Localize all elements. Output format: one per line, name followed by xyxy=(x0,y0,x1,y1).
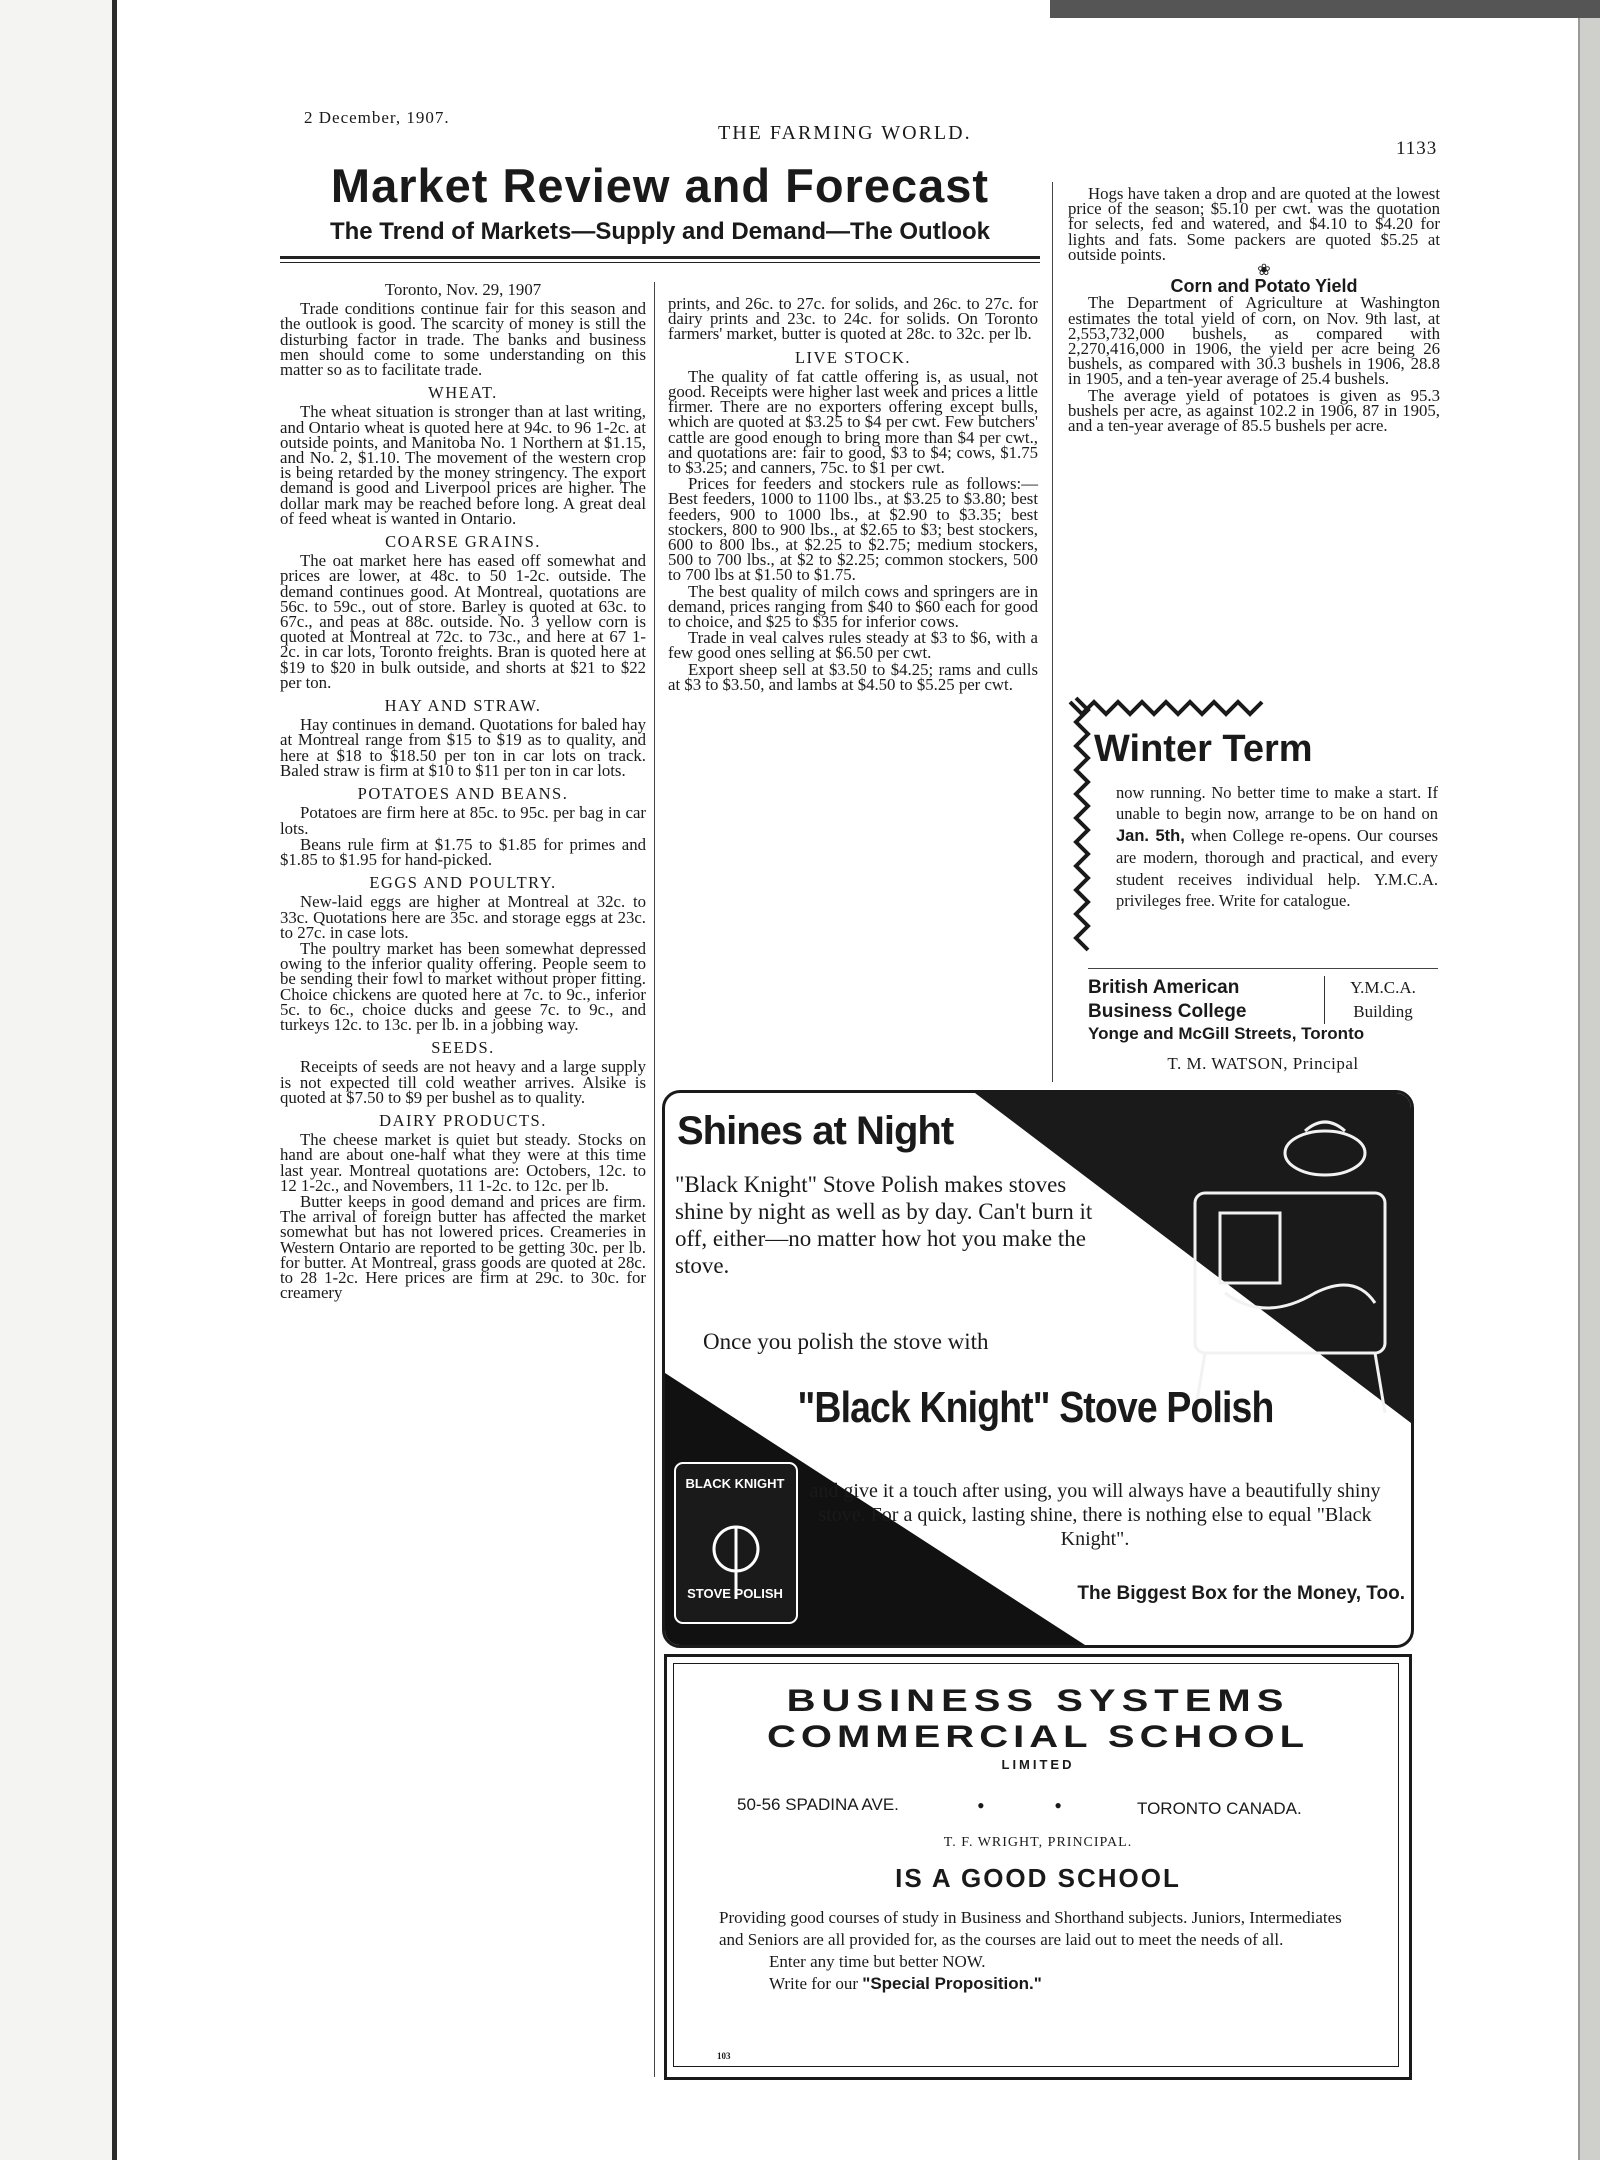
paragraph-hogs: Hogs have taken a drop and are quoted at the lowest price of the season; $5.10 per cwt. was the quotation for selects, fed and watered, and $4.10 to $4.20 for lights and fats. Some packers are quoted $5.25 at outside points. xyxy=(1068,184,1440,264)
title-rule-thin xyxy=(280,262,1040,263)
dateline: Toronto, Nov. 29, 1907 xyxy=(384,280,542,299)
paragraph-cattle: The quality of fat cattle offering is, as usual, not good. Receipts were higher last week and prices a little firmer. There are no exporters offering except bulls, which are quoted at $3.25 to $4 per cwt. Few butchers' cattle are good enough to bring more than $4 per cwt., and quotations are: fair to good, $3 to $4; cows, $1.75 to $3.25; and canners, 75c. to $1 per cwt. xyxy=(668,366,1038,478)
section-heading: HAY AND STRAW. xyxy=(384,696,542,716)
school-name-line1: BUSINESS SYSTEMS xyxy=(786,1683,1290,1719)
school-body-3 xyxy=(719,1973,1359,1995)
paragraph-grains: The oat market here has eased off somewhat and prices are lower, at 48c. to 50 1-2c. outside. The demand continues good. At Montreal, quotations are 56c. to 59c., out of store. Barley is quoted at 63c. to 67c., and peas at 88c. outside. No. 3 yellow corn is quoted at Montreal at 72c. to 73c., and here at 67 1-2c. in car lots, Toronto freights. Bran is quoted here at $19 to $20 in bulk outside, and shorts at $21 to $22 per ton. xyxy=(280,551,646,692)
paragraph-intro: Trade conditions continue fair for this season and the outlook is good. The scarcity of money is still the disturbing factor in trade. The banks and business men should come to some understanding on this matter so as to facilitate trade. xyxy=(280,299,646,380)
paragraph-eggs: New-laid eggs are higher at Montreal at 32c. to 33c. Quotations here are 35c. and storage eggs at 23c. to 27c. in case lots. xyxy=(280,892,646,942)
paragraph-sheep: Export sheep sell at $3.50 to $4.25; rams and culls at $3 to $3.50, and lambs at $4.50 to $5.25 per cwt. xyxy=(668,659,1038,694)
school-body-2: Enter any time but better NOW. xyxy=(769,1952,986,1971)
paragraph-feeders: Prices for feeders and stockers rule as follows:—Best feeders, 1000 to 1100 lbs., at $3.25 to $3.80; best feeders, 900 to 1000 lbs., at $2.90 to $3.35; best stockers, 800 to 900 lbs., at $2.65 to $3; best stockers, 600 to 800 lbs., at $2.25 to $2.75; medium stockers, 500 to 700 lbs., at $2 to $2.25; common stockers, 500 to 700 lbs at $1.50 to $1.75. xyxy=(668,474,1038,585)
article-column-1 xyxy=(280,282,646,1301)
college-building xyxy=(1324,976,1433,1024)
section-heading: POTATOES AND BEANS. xyxy=(357,784,569,804)
title-rule xyxy=(280,256,1040,259)
college-name-line2: Business College xyxy=(1088,1001,1247,1022)
section-heading: EGGS AND POULTRY. xyxy=(369,873,557,893)
flower-ornament-icon: ❀ xyxy=(1257,262,1271,280)
college-address: Yonge and McGill Streets, Toronto xyxy=(1088,1024,1365,1043)
polish-body: "Black Knight" Stove Polish makes stoves shine by night as well as by day. Can't burn it off, either—no matter how hot you make the stove. xyxy=(675,1172,1093,1278)
special-proposition: "Special Proposition." xyxy=(862,1974,1042,1993)
section-heading: LIVE STOCK. xyxy=(794,347,912,367)
ad-rule xyxy=(1088,968,1438,969)
corn-heading: Corn and Potato Yield xyxy=(1170,276,1358,297)
can-label xyxy=(685,1477,785,1601)
school-slogan: IS A GOOD SCHOOL xyxy=(895,1863,1181,1893)
page-number: 1133 xyxy=(1396,138,1438,159)
top-scan-shadow xyxy=(1050,0,1600,18)
paragraph-potato-yield: The average yield of potatoes is given as 95.3 bushels per acre, as against 102.2 in 1906, 87 in 1905, and a ten-year average of 85.5 bushels per acre. xyxy=(1068,385,1440,436)
polish-can-icon xyxy=(671,1459,801,1627)
stove-polish-ad xyxy=(662,1090,1414,1648)
school-body-1: Providing good courses of study in Business and Shorthand subjects. Juniors, Intermediates and Seniors are all provided for, as the courses are laid out to meet the needs of all. xyxy=(719,1908,1342,1949)
paragraph-seeds: Receipts of seeds are not heavy and a large supply is not expected till cold weather arrives. Alsike is quoted at $7.50 to $9 per bushel as to quality. xyxy=(280,1057,646,1107)
article-subtitle: The Trend of Markets—Supply and Demand—The Outlook xyxy=(329,218,991,245)
school-body-3a: Write for our xyxy=(769,1974,859,1993)
polish-brand: "Black Knight" Stove Polish xyxy=(797,1383,1274,1432)
section-heading: COARSE GRAINS. xyxy=(385,532,541,552)
college-name xyxy=(1088,976,1308,1024)
reopen-date: Jan. 5th, xyxy=(1116,826,1185,845)
left-page-edge xyxy=(0,0,117,2160)
paragraph-corn: The Department of Agriculture at Washington estimates the total yield of corn, on Nov. 9th last, at 2,553,732,000 bushels, as compared with 2,270,416,000 in 1906, the yield per acre being 26 bushels, as compared with 30.3 bushels in 1906, 28.8 in 1905, and a ten-year average of 25.4 bushels. xyxy=(1068,293,1440,389)
polish-tagline: The Biggest Box for the Money, Too. xyxy=(1077,1583,1405,1604)
paragraph-beans: Beans rule firm at $1.75 to $1.85 for primes and $1.85 to $1.95 for hand-picked. xyxy=(280,834,646,869)
winter-body-part2: when College re-opens. Our courses are modern, thorough and practical, and every student receives individual help. Y.M.C.A. privileges free. Write for catalogue. xyxy=(1116,825,1439,911)
winter-term-ad xyxy=(1066,694,1440,1078)
winter-term-body xyxy=(1116,782,1438,911)
column-divider xyxy=(654,282,655,2077)
paragraph-butter-continued: prints, and 26c. to 27c. for solids, and 26c. to 27c. for dairy prints and 23c. to 24c. for solids. On Toronto farmers' market, butter is quoted at 28c. to 32c. per lb. xyxy=(668,294,1038,344)
school-address: 50-56 SPADINA AVE. xyxy=(737,1795,899,1814)
polish-once: Once you polish the stove with xyxy=(703,1329,989,1354)
winter-body-part1: now running. No better time to make a start. If unable to begin now, arrange to be on hand on xyxy=(1116,783,1438,824)
column-divider xyxy=(1052,182,1053,1082)
publication-title: THE FARMING WORLD. xyxy=(718,122,972,144)
polish-headline: Shines at Night xyxy=(677,1109,954,1153)
school-city: TORONTO CANADA. xyxy=(1137,1799,1302,1818)
article-column-2 xyxy=(668,296,1038,693)
school-name-line2: COMMERCIAL SCHOOL xyxy=(766,1719,1310,1755)
school-body xyxy=(719,1907,1359,1995)
section-heading: DAIRY PRODUCTS. xyxy=(379,1110,547,1130)
college-principal: T. M. WATSON, Principal xyxy=(1167,1054,1359,1073)
paragraph-hay: Hay continues in demand. Quotations for baled hay at Montreal range from $15 to $19 as to quality, and here at $18 to $18.50 per ton in car lots on track. Baled straw is firm at $10 to $11 per ton in car lots. xyxy=(280,715,646,780)
paragraph-potatoes: Potatoes are firm here at 85c. to 95c. per bag in car lots. xyxy=(280,803,646,838)
paragraph-dairy: The cheese market is quiet but steady. Stocks on hand are about one-half what they were at this time last year. Montreal quotations are: Octobers, 12c. to 12 1-2c., and Novembers, 11 1-2c. to 12c. per lb. xyxy=(280,1130,646,1195)
paragraph-milch: The best quality of milch cows and springers are in demand, prices ranging from $40 to $60 each for good to choice, and $25 to $35 for inferior cows. xyxy=(668,581,1038,632)
section-heading: WHEAT. xyxy=(428,383,498,403)
school-limited: LIMITED xyxy=(1001,1757,1075,1772)
paragraph-poultry: The poultry market has been somewhat depressed owing to the inferior quality offering. People seem to be sending their fowl to market without proper fitting. Choice chickens are quoted here at 7c. to 9c., inferior 5c. to 6c., choice ducks and geese 7c. to 9c., and turkeys 12c. to 13c. per lb. in a jobbing way. xyxy=(280,938,646,1034)
polish-give: and give it a touch after using, you will always have a beautifully shiny stove. For a quick, lasting shine, there is nothing else to equal "Black Knight". xyxy=(809,1480,1381,1550)
can-label-line2: STOVE POLISH xyxy=(687,1586,783,1601)
ad-number: 103 xyxy=(717,2051,731,2061)
can-label-line1: BLACK KNIGHT xyxy=(685,1476,785,1491)
paragraph-veal: Trade in veal calves rules steady at $3 to $6, with a few good ones selling at $6.50 per cwt. xyxy=(668,628,1038,663)
building-line2: Building xyxy=(1353,1002,1413,1021)
address-dots: • • xyxy=(977,1793,1094,1818)
winter-term-title: Winter Term xyxy=(1094,728,1313,770)
section-heading: SEEDS. xyxy=(431,1038,495,1058)
school-principal: T. F. WRIGHT, PRINCIPAL. xyxy=(943,1835,1133,1850)
business-school-ad xyxy=(664,1654,1412,2080)
article-title: Market Review and Forecast xyxy=(330,159,990,212)
paragraph-wheat: The wheat situation is stronger than at last writing, and Ontario wheat is quoted here at 94c. to 96 1-2c. at outside points, and Manitoba No. 1 Northern at $1.15, and No. 2, $1.10. The movement of the western crop is being retarded by the money stringency. The export demand is good and Liverpool prices are higher. The dollar mark may be reached before long. A great deal of feed wheat is wanted in Ontario. xyxy=(280,402,646,528)
building-line1: Y.M.C.A. xyxy=(1350,978,1416,997)
right-page-edge xyxy=(1578,0,1600,2160)
issue-date: 2 December, 1907. xyxy=(304,108,450,127)
paragraph-butter: Butter keeps in good demand and prices are firm. The arrival of foreign butter has affected the market somewhat but has not lowered prices. Creameries in Western Ontario are reported to be getting 30c. per lb. for butter. At Montreal, grass goods are quoted at 28c. to 28 1-2c. Here prices are firm at 29c. to 30c. for creamery xyxy=(280,1191,646,1303)
college-name-line1: British American xyxy=(1088,977,1240,998)
article-column-3 xyxy=(1068,186,1440,434)
